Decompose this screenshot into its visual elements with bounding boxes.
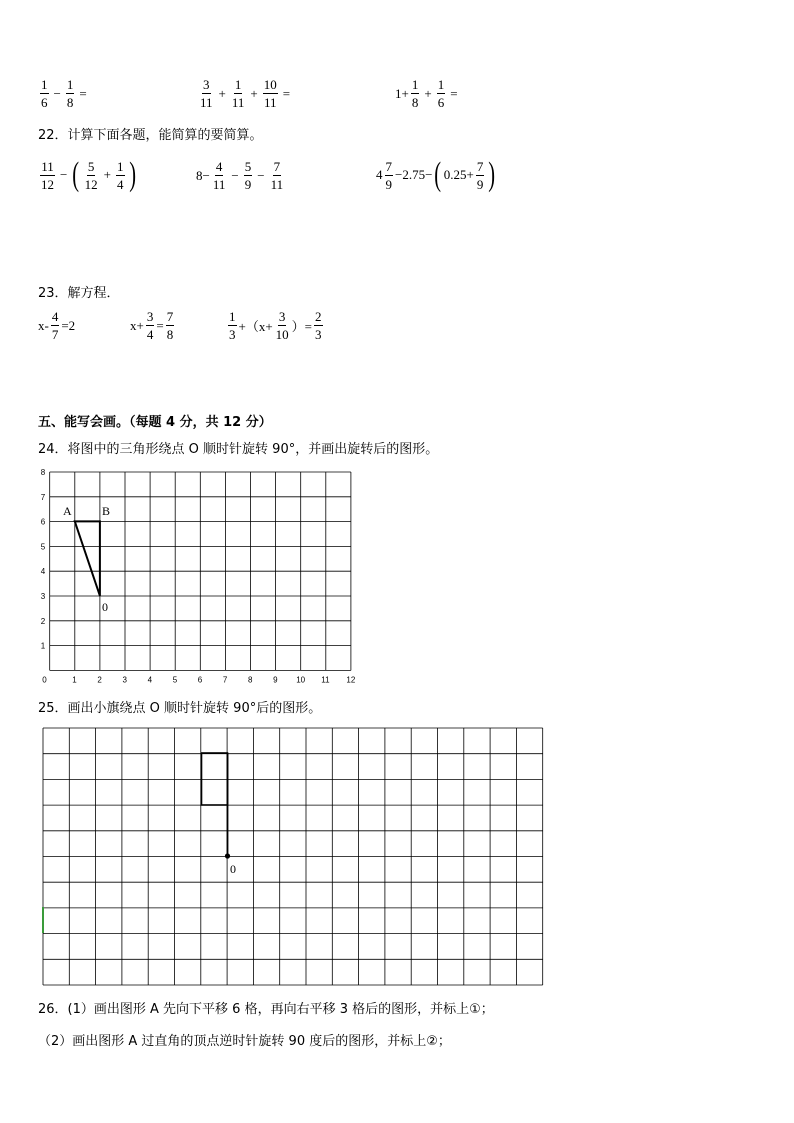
q26-part-2: （2）画出图形 A 过直角的顶点逆时针旋转 90 度后的图形，并标上②；	[38, 1034, 451, 1049]
q23-expr-3: $\frac{1}{3}$ +（x+ $\frac{3}{10}$ ）= $\frac{2}{3}$	[229, 309, 322, 342]
triangle-aob	[75, 521, 100, 595]
x-tick-label: 7	[222, 675, 228, 685]
q23-expr-1: x- $\frac{4}{7}$ =2	[38, 309, 76, 342]
x-tick-label: 0	[42, 675, 47, 685]
y-tick-label: 1	[40, 641, 46, 651]
y-tick-label: 2	[40, 616, 46, 626]
q24-title: 24．将图中的三角形绕点 O 顺时针旋转 90°，并画出旋转后的图形。	[38, 442, 439, 457]
fraction: $\frac{1}{8}$	[66, 77, 74, 110]
x-tick-label: 6	[197, 675, 203, 685]
grid-lines	[50, 472, 351, 670]
x-tick-label: 3	[122, 675, 127, 685]
x-axis-ticks	[42, 675, 356, 684]
x-tick-label: 11	[321, 675, 330, 685]
y-axis-ticks	[41, 468, 46, 651]
label-o: 0	[102, 600, 108, 614]
label-b: B	[102, 504, 111, 518]
q21-expr-2: $\frac{3}{11}$ + $\frac{1}{11}$ + $\frac{10}{11}$ =	[200, 77, 291, 110]
x-tick-label: 2	[97, 675, 102, 685]
x-tick-label: 12	[346, 675, 356, 685]
q23-title: 23．解方程．	[38, 286, 120, 301]
y-tick-label: 5	[40, 542, 46, 552]
x-tick-label: 1	[72, 675, 77, 685]
grid-lines	[43, 728, 543, 985]
y-tick-label: 7	[40, 492, 46, 502]
x-tick-label: 9	[273, 675, 278, 685]
q23-expr-2: x+ $\frac{3}{4}$ = $\frac{7}{8}$	[130, 309, 174, 342]
q21-expr-3: 1+ $\frac{1}{8}$ + $\frac{1}{6}$ =	[395, 77, 458, 110]
q22-expr-1: $\frac{11}{12}$ − ( $\frac{5}{12}$ + $\frac{1}{4}$ )	[41, 156, 136, 193]
q21-expr-1: $\frac{1}{6}$ − $\frac{1}{8}$ =	[41, 77, 87, 110]
x-tick-label: 10	[296, 675, 306, 685]
x-tick-label: 8	[248, 675, 253, 685]
x-tick-label: 5	[172, 675, 178, 685]
y-tick-label: 3	[40, 592, 46, 601]
label-o: 0	[230, 862, 236, 876]
q25-title: 25．画出小旗绕点 O 顺时针旋转 90°后的图形。	[38, 701, 322, 716]
point-o	[225, 853, 230, 858]
q22-title: 22．计算下面各题，能简算的要简算。	[38, 128, 263, 143]
y-tick-label: 6	[40, 517, 46, 527]
q22-expr-2: 8− $\frac{4}{11}$ − $\frac{5}{9}$ − $\frac{7}{11}$	[196, 159, 284, 192]
q24-grid	[30, 465, 360, 685]
q22-expr-3: 4 $\frac{7}{9}$ −2.75− ( 0.25+ $\frac{7}{9}$ )	[376, 156, 496, 193]
q26-part-1: 26．(1）画出图形 A 先向下平移 6 格，再向右平移 3 格后的图形，并标上①；	[38, 1002, 494, 1017]
q25-grid	[42, 727, 546, 987]
x-tick-label: 4	[147, 675, 153, 685]
section-5-title: 五、能写会画。（每题 4 分，共 12 分）	[38, 415, 272, 430]
label-a: A	[63, 504, 72, 518]
fraction: $\frac{1}{6}$	[41, 77, 48, 110]
y-tick-label: 8	[40, 468, 46, 477]
y-tick-label: 4	[40, 567, 46, 577]
